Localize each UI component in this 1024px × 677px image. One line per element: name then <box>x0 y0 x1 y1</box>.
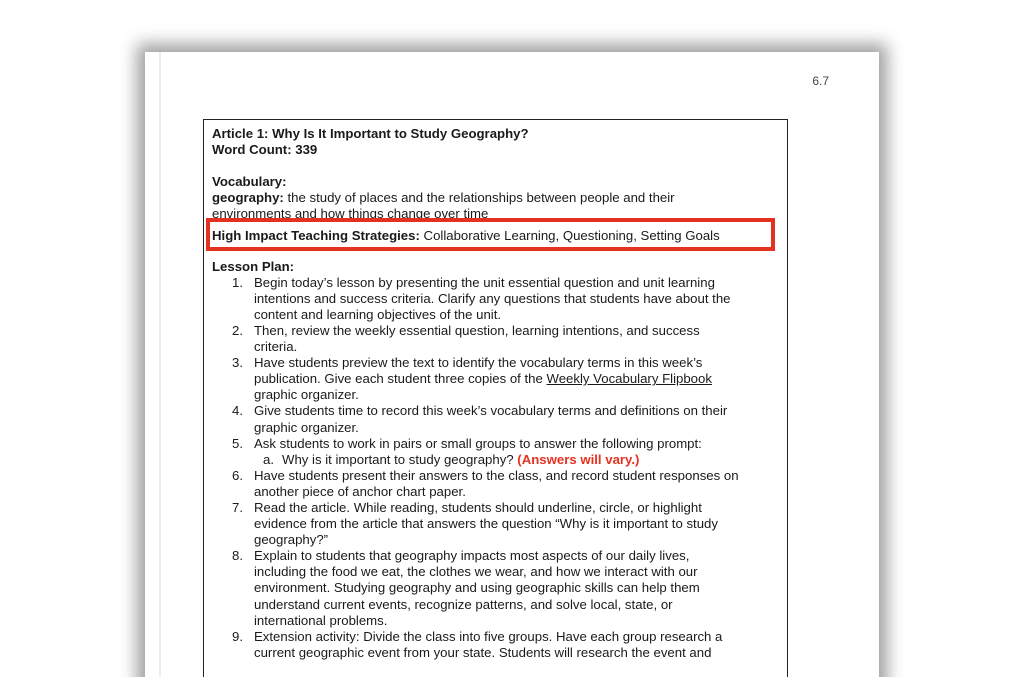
item-number: 6. <box>232 467 243 483</box>
item-number: 7. <box>232 499 243 515</box>
vocabulary-def-line1: the study of places and the relationships between people and their <box>283 190 675 206</box>
item-line: current geographic event from your state. Students will research the event and <box>254 644 712 660</box>
item-line <box>254 371 779 387</box>
list-item <box>212 436 779 468</box>
list-item <box>212 355 779 403</box>
strategies-label: High Impact Teaching Strategies: <box>212 228 420 244</box>
vocabulary-def-line2: environments and how things change over time <box>212 206 489 222</box>
item-number: 9. <box>232 628 243 644</box>
item-line: intentions and success criteria. Clarify any questions that students have about the <box>254 290 731 306</box>
vocabulary-heading: Vocabulary: <box>212 174 287 190</box>
item-number: 1. <box>232 274 243 290</box>
vocabulary-term: geography: <box>212 190 284 206</box>
item-line: criteria. <box>254 339 298 355</box>
list-item <box>212 548 779 628</box>
item-line: Begin today’s lesson by presenting the unit essential question and unit learning <box>254 274 715 290</box>
word-count: Word Count: 339 <box>212 142 318 158</box>
item-text: publication. Give each student three copies of the <box>254 371 547 387</box>
lesson-content-box <box>203 119 788 677</box>
list-item <box>212 323 779 355</box>
item-number: 2. <box>232 322 243 338</box>
item-line: graphic organizer. <box>254 419 359 435</box>
item-line: Have students present their answers to the class, and record student responses on <box>254 467 739 483</box>
item-line: understand current events, recognize patterns, and solve local, state, or <box>254 596 673 612</box>
sub-item-letter: a. <box>263 451 274 467</box>
item-line: evidence from the article that answers the question “Why is it important to study <box>254 516 718 532</box>
item-line: content and learning objectives of the unit. <box>254 306 502 322</box>
item-line: including the food we eat, the clothes we wear, and how we interact with our <box>254 564 698 580</box>
answer-note: (Answers will vary.) <box>517 451 640 467</box>
vocabulary-definition <box>212 190 779 206</box>
lesson-plan-heading: Lesson Plan: <box>212 258 295 274</box>
item-line: Extension activity: Divide the class into five groups. Have each group research a <box>254 628 723 644</box>
page-number: 6.7 <box>812 74 829 88</box>
spacer <box>212 158 779 174</box>
sub-item <box>254 452 779 468</box>
item-line: Then, review the weekly essential question, learning intentions, and success <box>254 322 700 338</box>
item-number: 5. <box>232 435 243 451</box>
prompt-text: Why is it important to study geography? <box>282 451 518 467</box>
item-line: Explain to students that geography impacts most aspects of our daily lives, <box>254 548 690 564</box>
item-number: 8. <box>232 548 243 564</box>
item-number: 3. <box>232 355 243 371</box>
document-page <box>145 52 879 677</box>
article-title: Article 1: Why Is It Important to Study Geography? <box>212 126 529 141</box>
item-line: environment. Studying geography and using geographic skills can help them <box>254 580 700 596</box>
list-item <box>212 468 779 500</box>
item-number: 4. <box>232 403 243 419</box>
item-line: Give students time to record this week’s vocabulary terms and definitions on their <box>254 403 728 419</box>
list-item <box>212 403 779 435</box>
list-item <box>212 500 779 548</box>
list-item <box>212 275 779 323</box>
list-item <box>212 629 779 661</box>
highlight-frame <box>206 218 775 251</box>
item-line: Read the article. While reading, students should underline, circle, or highlight <box>254 499 702 515</box>
item-line: Have students preview the text to identify the vocabulary terms in this week’s <box>254 355 703 371</box>
strategies-value: Collaborative Learning, Questioning, Setting Goals <box>419 228 720 244</box>
flipbook-link[interactable]: Weekly Vocabulary Flipbook <box>546 371 712 387</box>
lesson-plan-list <box>212 275 779 661</box>
teaching-strategies <box>212 226 779 246</box>
item-line: another piece of anchor chart paper. <box>254 483 466 499</box>
item-line: Ask students to work in pairs or small groups to answer the following prompt: <box>254 435 702 451</box>
item-line: international problems. <box>254 612 388 628</box>
item-line: geography?” <box>254 532 329 548</box>
item-line: graphic organizer. <box>254 387 359 403</box>
